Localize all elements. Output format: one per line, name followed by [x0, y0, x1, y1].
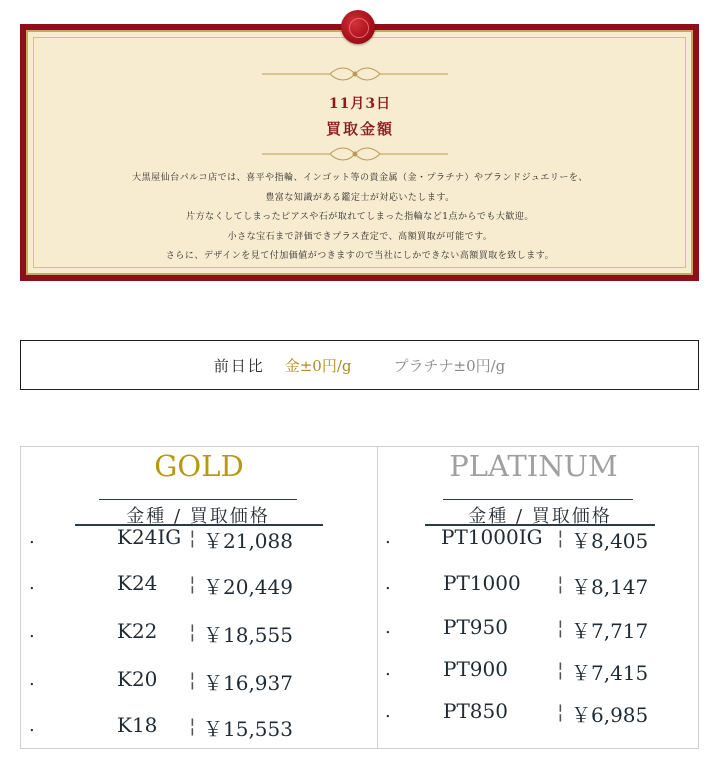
bullet: . [385, 527, 391, 548]
bullet: . [29, 573, 35, 594]
bullet: . [385, 573, 391, 594]
ornament-divider-top [260, 66, 450, 82]
intro-line: 豊富な知識がある鑑定士が対応いたします。 [265, 192, 455, 203]
platinum-heading: PLATINUM [449, 449, 618, 483]
price-date: 11月3日 [328, 96, 392, 112]
separator: ¦ [189, 713, 196, 737]
gold-column [21, 447, 378, 748]
platinum-column [377, 447, 698, 748]
intro-line: 片方なくしてしまったピアスや石が取れてしまった指輪など1点からでも大歓迎。 [186, 212, 534, 222]
table-row [377, 657, 698, 687]
wax-seal-icon [341, 10, 375, 44]
table-row [377, 525, 698, 555]
metal-price: ￥7,717 [571, 619, 649, 643]
change-label: 前日比 [213, 356, 265, 375]
metal-name: K24IG [117, 525, 182, 549]
metal-name: PT850 [443, 699, 508, 723]
separator: ¦ [557, 571, 564, 595]
intro-text [60, 169, 660, 267]
metal-price: ￥20,449 [203, 575, 293, 599]
bullet: . [385, 617, 391, 638]
metal-name: PT950 [443, 615, 508, 639]
separator: ¦ [557, 699, 564, 723]
separator: ¦ [557, 525, 564, 549]
bullet: . [29, 527, 35, 548]
bullet: . [385, 701, 391, 722]
metal-name: K18 [117, 713, 158, 737]
ornament-divider-bottom [260, 146, 450, 162]
platinum-change: プラチナ±0円/g [393, 356, 506, 375]
subhead-rule-top [443, 499, 633, 500]
metal-name: K22 [117, 619, 158, 643]
metal-price: ￥8,405 [571, 529, 649, 553]
bullet: . [29, 621, 35, 642]
table-row [377, 615, 698, 645]
table-row [21, 619, 377, 649]
metal-name: PT900 [443, 657, 508, 681]
separator: ¦ [557, 657, 564, 681]
separator: ¦ [189, 619, 196, 643]
gold-subheading: 金種 / 買取価格 [126, 506, 270, 527]
intro-line: 大黒屋仙台パルコ店では、喜平や指輪、インゴット等の貴金属（金・プラチナ）やブランドジュエリーを、 [132, 173, 588, 183]
metal-price: ￥15,553 [203, 717, 293, 741]
table-row [377, 699, 698, 729]
bullet: . [29, 715, 35, 736]
metal-price: ￥21,088 [203, 529, 293, 553]
intro-line: さらに、デザインを見て付加価値がつきますので当社にしかできない高額買取を致します。 [165, 251, 555, 261]
metal-price: ￥8,147 [571, 575, 649, 599]
separator: ¦ [557, 615, 564, 639]
metal-name: K20 [117, 667, 158, 691]
table-row [21, 667, 377, 697]
bullet: . [385, 659, 391, 680]
metal-name: K24 [117, 571, 158, 595]
page-title: 買取金額 [325, 120, 394, 138]
gold-heading: GOLD [154, 449, 244, 483]
metal-price: ￥16,937 [203, 671, 293, 695]
daily-change-bar [20, 340, 699, 390]
separator: ¦ [189, 525, 196, 549]
metal-price: ￥7,415 [571, 661, 649, 685]
price-table [20, 446, 699, 749]
separator: ¦ [189, 571, 196, 595]
metal-name: PT1000 [443, 571, 521, 595]
subhead-rule-top [99, 499, 297, 500]
table-row [21, 525, 377, 555]
gold-change: 金±0円/g [284, 356, 352, 375]
metal-price: ￥18,555 [203, 623, 293, 647]
platinum-subheading: 金種 / 買取価格 [468, 506, 612, 527]
metal-price: ￥6,985 [571, 703, 649, 727]
table-row [21, 713, 377, 743]
table-row [21, 571, 377, 601]
separator: ¦ [189, 667, 196, 691]
metal-name: PT1000IG [441, 525, 543, 549]
table-row [377, 571, 698, 601]
intro-line: 小さな宝石まで評価できプラス査定で、高額買取が可能です。 [227, 231, 493, 242]
bullet: . [29, 669, 35, 690]
